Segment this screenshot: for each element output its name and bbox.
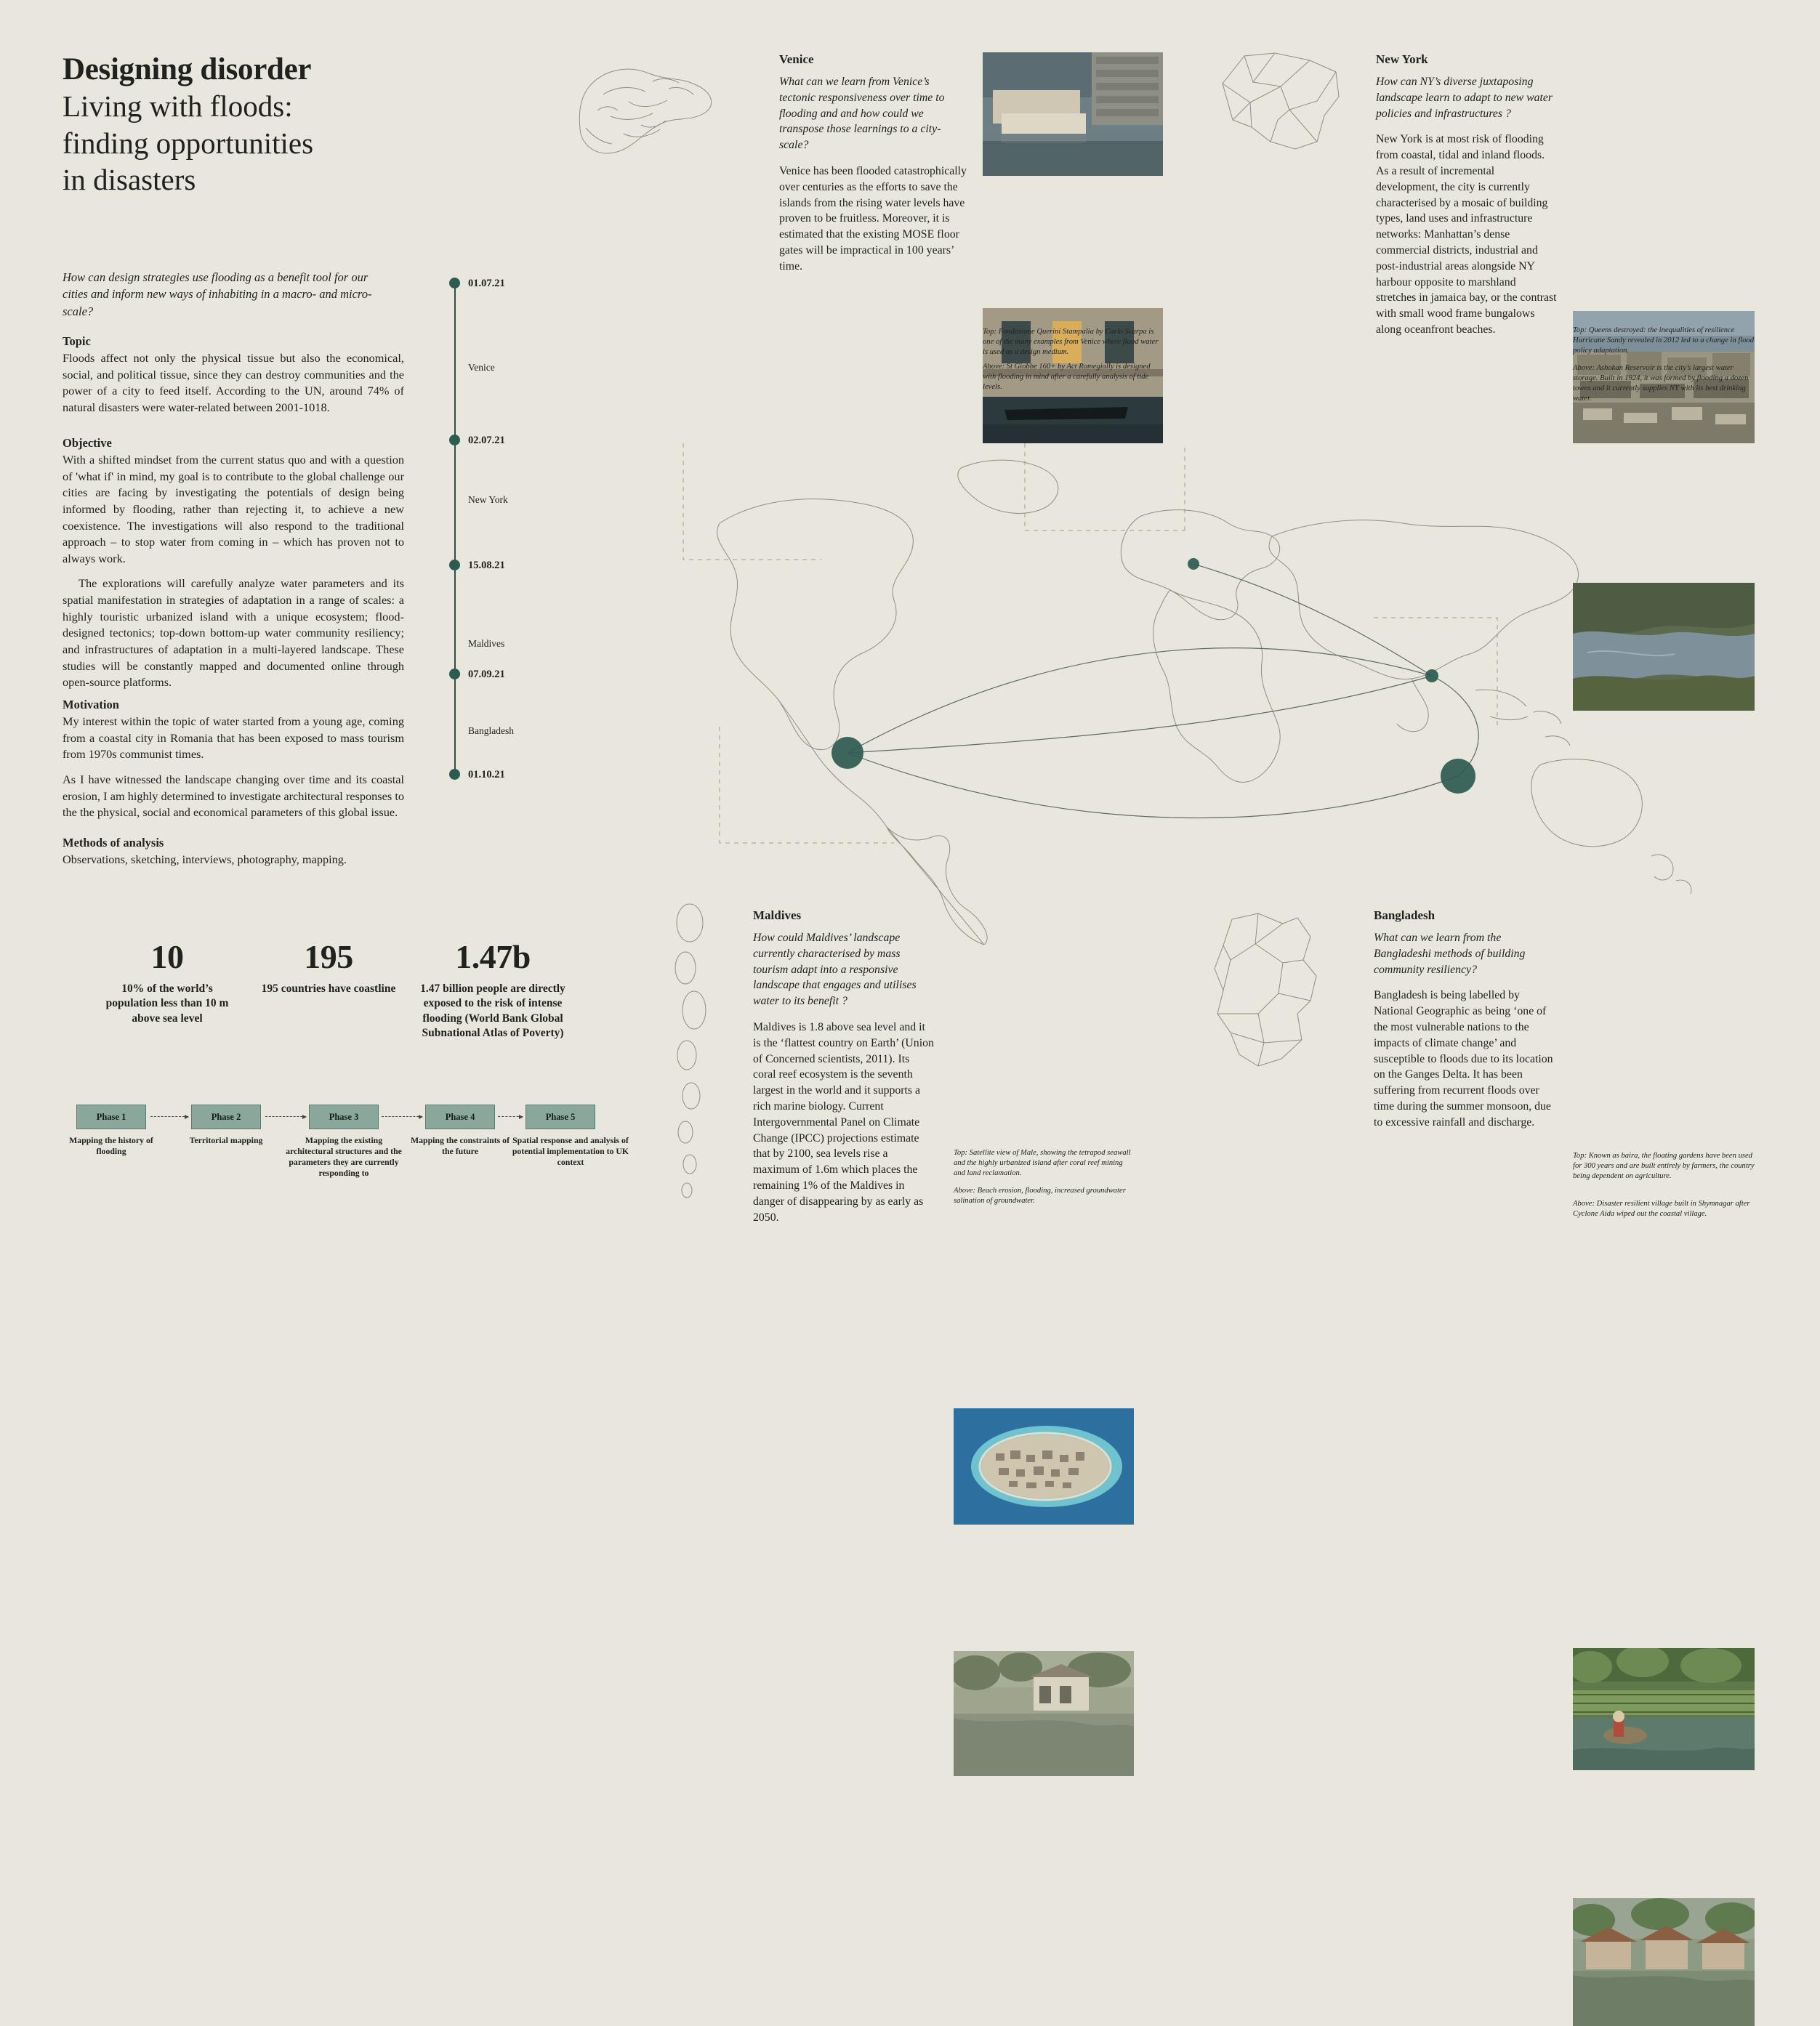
section-methods xyxy=(63,836,404,877)
stat-number: 10 xyxy=(150,938,184,975)
timeline-date: 07.09.21 xyxy=(468,669,505,680)
phase-arrow-1 xyxy=(150,1116,188,1117)
section-heading: Methods of analysis xyxy=(63,836,164,849)
case-title-venice: Venice xyxy=(779,52,814,66)
maldives-outline-map xyxy=(658,901,723,1206)
section-paragraph: Observations, sketching, interviews, photography, mapping. xyxy=(63,852,347,866)
section-paragraph: As I have witnessed the landscape changing over time and its coastal erosion, I am highly determined to investigate architectural responses to the the physical, social and economical parameters of this global issue. xyxy=(63,772,404,820)
stat-card xyxy=(94,937,240,1026)
section-paragraph: With a shifted mindset from the current status quo and with a question of 'what if' in mind, my goal is to contribute to the global challenge our cities are facing by investigating the potentials of design being informed by flooding, rather than rejecting it, to achieve a new coexistence. The investigations will also respond to the traditional approach – to stop water from coming in – which has proven not to always work. xyxy=(63,453,404,565)
newyork-outline-map xyxy=(1208,40,1353,167)
timeline-date: 01.07.21 xyxy=(468,278,505,289)
phase-label: Phase 3 xyxy=(329,1111,359,1122)
timeline-dot xyxy=(449,669,460,679)
newyork-caption-above: Above: Ashokan Reservoir is the city’s largest water storage. Built in 1924, it was formed by flooding a dozen towns and it currently supplies NY with its best drinking water. xyxy=(1573,364,1749,403)
phase-label: Phase 1 xyxy=(96,1111,126,1122)
timeline-label-venice: Venice xyxy=(468,362,495,373)
bangladesh-caption-above: Above: Disaster resilient village built in Shymnagar after Cyclone Aida wiped out the coastal village. xyxy=(1573,1200,1750,1218)
timeline-dot xyxy=(449,769,460,780)
section-paragraph: The explorations will carefully analyze water parameters and its spatial manifestation in strategies of adaptation in a range of scales: a highly touristic urbanized island with a unique ecosystem; flood-designed tectonics; top-down bottom-up water community resiliency; and infrastructures of adaptation in a multi-layered landscape. These studies will be constantly mapped and documented online through open-source platforms. xyxy=(63,576,404,690)
phase-box-5[interactable] xyxy=(526,1105,595,1129)
maldives-caption-above: Above: Beach erosion, flooding, increased groundwater salination of groundwater. xyxy=(954,1187,1126,1205)
phase-arrow-3 xyxy=(382,1116,422,1117)
section-paragraph: Floods affect not only the physical tissue but also the economical, social, and political tissue, since they can destroy communities and the power of a city to feed itself. According to the UN, around 74% of natural disasters were water-related between 2001-1018. xyxy=(63,351,404,414)
timeline-dot xyxy=(449,435,460,445)
timeline-dot xyxy=(449,278,460,288)
case-body: Maldives is 1.8 above sea level and it is the ‘flattest country on Earth’ (Union of Concerned scientists, 2011). Its coral reef ecosystem is the seventh largest in the world and it supports a rich marine biology. Current Intergovernmental Panel on Climate Change (IPCC) projections estimate that by 2100, sea levels rise a maximum of 1.6m which places the remaining 1% of the Maldives in danger of disappearing by as early as 2050. xyxy=(753,1020,934,1224)
phase-caption-5: Spatial response and analysis of potential implementation to UK context xyxy=(512,1135,629,1168)
section-heading: Objective xyxy=(63,436,112,450)
section-heading: Motivation xyxy=(63,698,119,711)
maldives-caption-top: Top: Satellite view of Male, showing the tetrapod seawall and the highly urbanized island after coral reef mining and land reclamation. xyxy=(954,1149,1131,1177)
bangladesh-photo-above xyxy=(1573,1898,1755,2026)
timeline-axis xyxy=(454,282,456,770)
lead-question: How can design strategies use flooding as a benefit tool for our cities and inform new ways of inhabiting in a macro- and micro-scale? xyxy=(63,270,372,318)
section-heading: Topic xyxy=(63,334,91,348)
phase-box-2[interactable] xyxy=(191,1105,261,1129)
section-topic xyxy=(63,334,404,425)
stat-card xyxy=(256,937,401,996)
bangladesh-caption-top: Top: Known as baira, the floating gardens have been used for 300 years and are built entirely by farmers, the country being dependent on agriculture. xyxy=(1573,1152,1755,1180)
phase-box-3[interactable] xyxy=(309,1105,379,1129)
phase-caption-2: Territorial mapping xyxy=(189,1135,263,1145)
case-body: Venice has been flooded catastrophically over centuries as the efforts to save the islands from the rising water levels have proven to be fruitless. Moreover, it is estimated that the existing MOSE floor gates will be impractical in 100 years’ time. xyxy=(779,164,967,273)
venice-caption-top: Top: Fondazione Querini Stampalia by Carlo Scarpa is one of the many examples from Venice where flood water is used as a design medium. xyxy=(983,328,1159,356)
case-question: What can we learn from the Bangladeshi methods of building community resiliency? xyxy=(1374,932,1526,976)
venice-outline-map xyxy=(560,44,756,189)
section-objective xyxy=(63,436,404,700)
bangladesh-photo-top xyxy=(1573,1648,1755,1770)
stat-caption: 1.47 billion people are directly exposed to the risk of intense flooding (World Bank Global Subnational Atlas of Poverty) xyxy=(420,982,565,1040)
case-body: New York is at most risk of flooding from coastal, tidal and inland floods. As a result of incremental development, the city is currently characterised by a mosaic of building types, land uses and infrastructure networks: Manhattan’s dense commercial districts, industrial and post-industrial areas alongside NY harbour opposite to marshland stretches in jamaica bay, or the contrast with small wood frame bungalows along oceanfront beaches. xyxy=(1376,133,1557,336)
timeline-date: 15.08.21 xyxy=(468,560,505,571)
case-maldives xyxy=(753,908,935,1225)
page-subtitle-line3: in disasters xyxy=(63,162,196,196)
page-subtitle-line1: Living with floods: xyxy=(63,89,293,124)
case-title-newyork: New York xyxy=(1376,52,1428,66)
case-bangladesh xyxy=(1374,908,1555,1131)
venice-photo-top xyxy=(983,52,1163,176)
stat-caption: 195 countries have coastline xyxy=(261,982,396,995)
case-title-maldives: Maldives xyxy=(753,908,802,922)
newyork-caption-top: Top: Queens destroyed: the inequalities of resilience Hurricane Sandy revealed in 2012 led to a change in flood policy adaptation. xyxy=(1573,326,1755,355)
phases-diagram xyxy=(69,1105,716,1184)
newyork-photo-above xyxy=(1573,583,1755,711)
phase-arrow-4 xyxy=(498,1116,523,1117)
case-question: How can NY’s diverse juxtaposing landscape learn to adapt to new water policies and infrastructures ? xyxy=(1376,76,1553,120)
phase-label: Phase 5 xyxy=(545,1111,576,1122)
timeline-label-newyork: New York xyxy=(468,494,508,505)
timeline-label-bangladesh: Bangladesh xyxy=(468,725,514,736)
timeline-date: 01.10.21 xyxy=(468,769,505,780)
venice-caption-above: Above: St Giobbe 160+ by Act Romegially is designed with flooding in mind after a carefully analysis of tide levels. xyxy=(983,363,1151,391)
timeline xyxy=(449,269,558,778)
stat-caption: 10% of the world’s population less than 10 m above sea level xyxy=(105,982,229,1025)
phase-caption-4: Mapping the constraints of the future xyxy=(411,1135,510,1157)
case-body: Bangladesh is being labelled by National Geographic as being ‘one of the most vulnerable nations to the impacts of climate change’ and susceptible to floods due to its location on the Ganges Delta. It has been suffering from recurrent floods over time during the summer monsoon, due to excessive rainfall and discharge. xyxy=(1374,989,1553,1129)
page-subtitle-line2: finding opportunities xyxy=(63,126,314,160)
phase-label: Phase 4 xyxy=(445,1111,475,1122)
phase-caption-3: Mapping the existing architectural structures and the parameters they are currently responding to xyxy=(286,1135,402,1179)
case-question: How could Maldives’ landscape currently characterised by mass tourism adapt into a responsive landscape that engages and utilises water to its benefit ? xyxy=(753,932,917,1008)
case-newyork xyxy=(1376,52,1558,338)
stat-card xyxy=(413,937,573,1041)
phase-label: Phase 2 xyxy=(211,1111,241,1122)
phase-box-1[interactable] xyxy=(76,1105,146,1129)
case-title-bangladesh: Bangladesh xyxy=(1374,908,1436,922)
phase-box-4[interactable] xyxy=(425,1105,495,1129)
stat-number: 1.47b xyxy=(455,938,531,975)
page-title: Designing disorder xyxy=(63,52,312,86)
timeline-date: 02.07.21 xyxy=(468,435,505,446)
maldives-photo-top xyxy=(954,1408,1134,1525)
timeline-label-maldives: Maldives xyxy=(468,638,505,649)
phase-arrow-2 xyxy=(265,1116,306,1117)
stat-number: 195 xyxy=(304,938,353,975)
timeline-dot xyxy=(449,560,460,570)
section-paragraph: My interest within the topic of water started from a young age, coming from a coastal city in Romania that has been exposed to mass tourism from 1970s communist times. xyxy=(63,714,404,762)
case-question: What can we learn from Venice’s tectonic responsiveness over time to flooding and and how could we transpose those learnings to a city-scale? xyxy=(779,76,945,152)
maldives-photo-above xyxy=(954,1651,1134,1776)
case-venice xyxy=(779,52,968,275)
title-block xyxy=(63,52,440,197)
world-map xyxy=(676,436,1708,945)
phase-caption-1: Mapping the history of flooding xyxy=(69,1135,153,1157)
section-motivation xyxy=(63,698,404,830)
